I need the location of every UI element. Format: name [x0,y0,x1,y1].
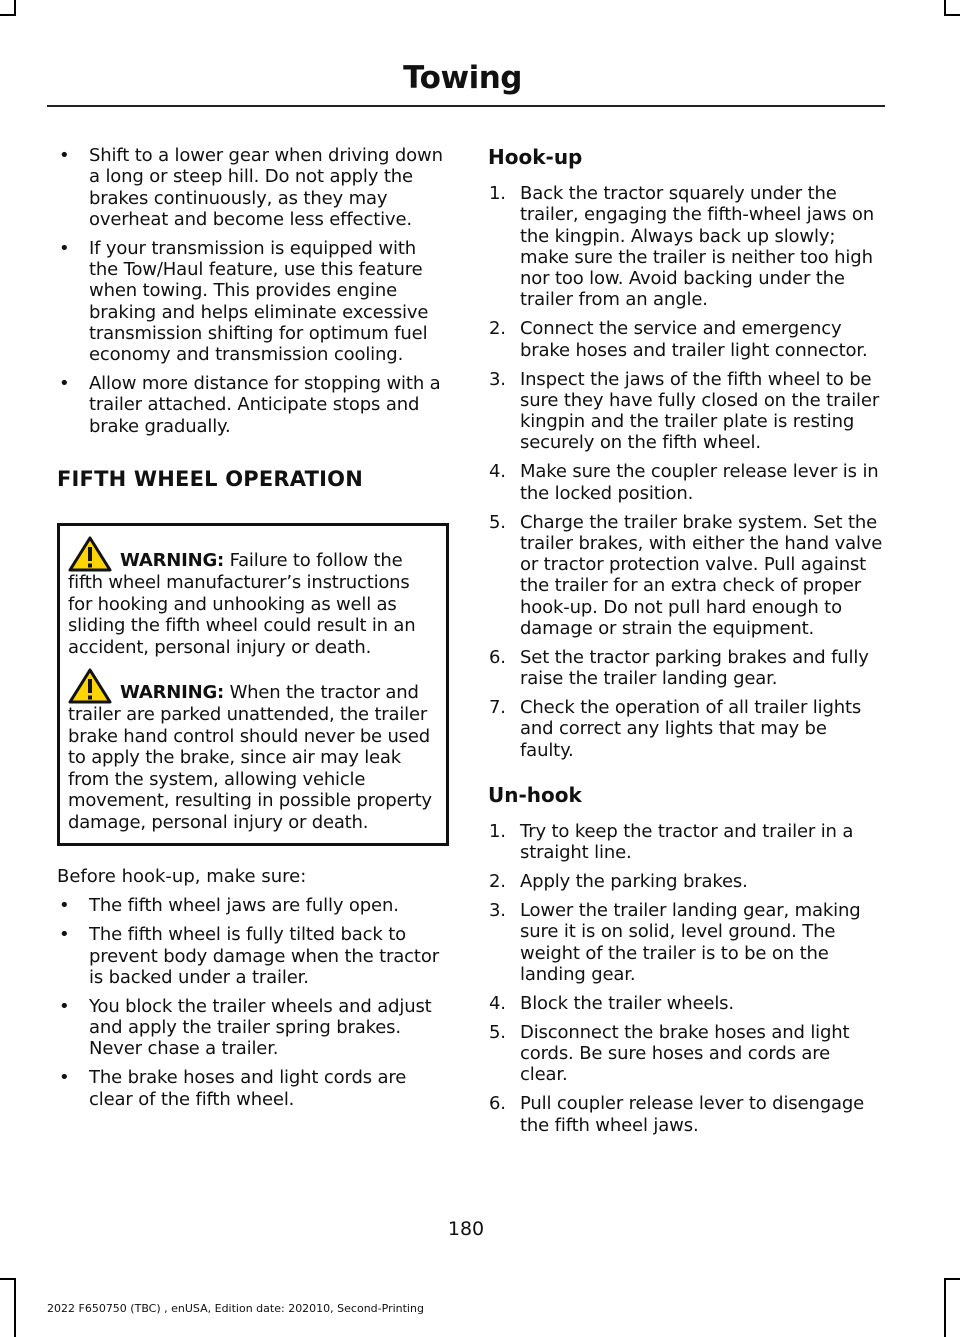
list-item: 1. Back the tractor squarely under the trailer, engaging the fifth-wheel jaws on the kingpin. Always back up slowly; make sure the trailer is neither too high nor too low. Avoid backing under the trailer from an angle. [489,183,875,311]
warning-triangle-icon [68,668,112,704]
list-item: 3. Inspect the jaws of the fifth wheel to be sure they have fully closed on the trailer kingpin and the trailer plate is resting securely on the fifth wheel. [489,368,880,454]
list-item: • Shift to a lower gear when driving down a long or steep hill. Do not apply the brakes continuously, as they may overheat and become less effective. [59,145,443,230]
list-item: • The fifth wheel is fully tilted back to prevent body damage when the tractor is backed under a trailer. [59,924,439,988]
warning-label: WARNING: [120,682,225,704]
hookup-steps [488,183,883,761]
list-item: • If your transmission is equipped with the Tow/Haul feature, use this feature when towing. This provides engine braking and helps eliminate excessive transmission shifting for optimum fuel economy and transmission cooling. [59,237,429,366]
footer-edition-info: 2022 F650750 (TBC) , enUSA, Edition date: 202010, Second-Printing [47,1302,424,1315]
crop-mark-top-right-h [944,14,960,16]
list-item: 6. Pull coupler release lever to disengage the fifth wheel jaws. [489,1093,865,1136]
header-divider [47,105,885,107]
bullet-icon: • [59,373,70,395]
list-item: 4. Block the trailer wheels. [489,992,734,1014]
warning-paragraph: WARNING: When the tractor and trailer are parked unattended, the trailer brake hand control should never be used to apply the brake, since air may leak from the system, allowing vehicle movement, resulting in possible property damage, personal injury or death. [68,668,438,833]
list-item: • The fifth wheel jaws are fully open. [59,895,399,917]
bullet-icon: • [59,995,70,1017]
list-item: 3. Lower the trailer landing gear, making sure it is on solid, level ground. The weight of the trailer is to be on the landing gear. [489,900,861,985]
unhook-heading: Un-hook [488,782,582,807]
hookup-heading: Hook-up [488,145,583,169]
crop-mark-bottom-left [14,1278,16,1337]
section-heading: FIFTH WHEEL OPERATION [57,467,363,492]
warning-triangle-icon [68,536,112,572]
list-item: • You block the trailer wheels and adjust and apply the trailer spring brakes. Never chase a trailer. [59,995,432,1060]
warning-paragraph: WARNING: Failure to follow the fifth wheel manufacturer’s instructions for hooking and unhooking as well as sliding the fifth wheel could result in an accident, personal injury or death. [68,536,438,658]
right-column [488,145,883,1143]
hookup-checklist [57,895,449,1109]
crop-mark-top-left-h [0,14,16,16]
bullet-icon: • [59,924,70,946]
unhook-steps [488,821,883,1136]
bullet-icon: • [59,237,70,259]
list-item: 4. Make sure the coupler release lever is in the locked position. [489,461,879,504]
towing-tips-list [57,145,449,437]
list-item: 2. Apply the parking brakes. [489,871,748,893]
page-number: 180 [447,1218,485,1240]
list-item: • Allow more distance for stopping with a trailer attached. Anticipate stops and brake gradually. [59,373,441,437]
list-item: 7. Check the operation of all trailer lights and correct any lights that may be faulty. [489,697,862,761]
crop-mark-bottom-left-h [0,1278,16,1280]
list-item: 6. Set the tractor parking brakes and fully raise the trailer landing gear. [489,646,869,690]
list-item: 1. Try to keep the tractor and trailer in a straight line. [489,820,854,864]
intro-text: Before hook-up, make sure: [57,866,307,888]
list-item: • The brake hoses and light cords are clear of the fifth wheel. [59,1067,407,1110]
crop-mark-bottom-right [944,1278,946,1337]
crop-mark-bottom-right-h [944,1278,960,1280]
list-item: 5. Charge the trailer brake system. Set the trailer brakes, with either the hand valve or tractor protection valve. Pull against the trailer for an extra check of proper hook-up. Do not pull hard enough to damage or strain the equipment. [489,511,883,640]
left-column [57,145,449,1117]
page-title: Towing [403,60,522,96]
warning-label: WARNING: [120,550,225,572]
bullet-icon: • [59,1067,70,1089]
list-item: 5. Disconnect the brake hoses and light cords. Be sure hoses and cords are clear. [489,1021,850,1086]
warning-box [57,523,449,846]
bullet-icon: • [59,145,70,166]
list-item: 2. Connect the service and emergency brake hoses and trailer light connector. [489,318,868,361]
bullet-icon: • [59,895,70,917]
